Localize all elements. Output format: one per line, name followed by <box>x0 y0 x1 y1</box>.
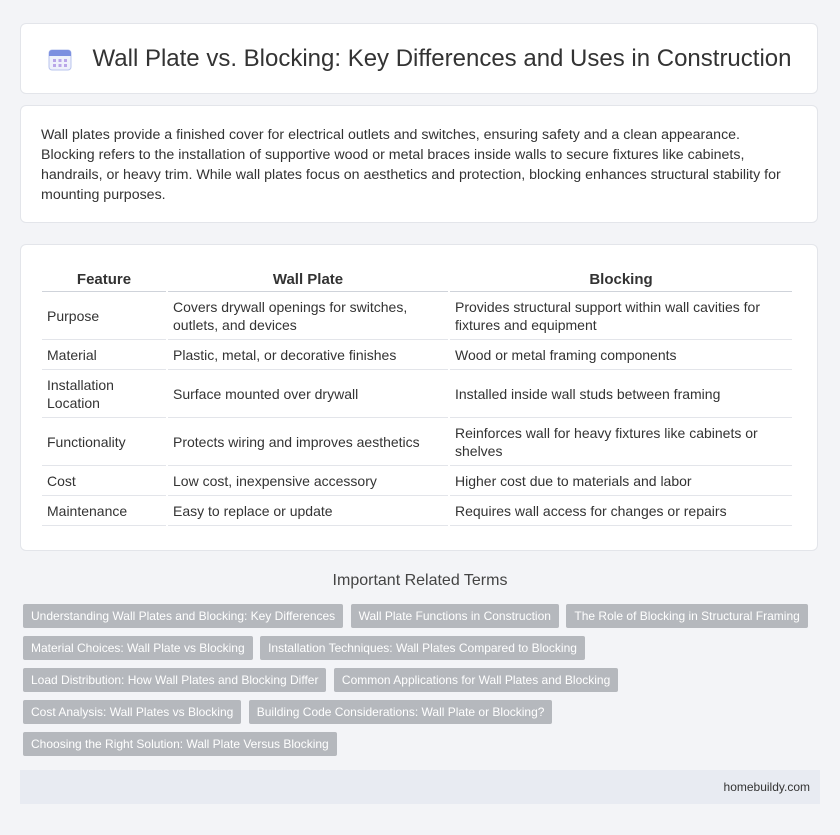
table-cell: Installation Location <box>42 370 166 418</box>
related-term-tag[interactable]: Load Distribution: How Wall Plates and Blocking Differ <box>23 668 326 692</box>
related-term-tag[interactable]: Building Code Considerations: Wall Plate or Blocking? <box>249 700 553 724</box>
related-terms-list <box>23 604 823 764</box>
related-term-tag[interactable]: The Role of Blocking in Structural Framing <box>566 604 807 628</box>
table-cell: Easy to replace or update <box>168 496 448 526</box>
table-row <box>42 418 792 466</box>
table-cell: Maintenance <box>42 496 166 526</box>
page-footer <box>20 770 820 804</box>
table-header-row <box>42 265 792 292</box>
table-cell: Provides structural support within wall cavities for fixtures and equipment <box>450 292 792 340</box>
table-cell: Covers drywall openings for switches, outlets, and devices <box>168 292 448 340</box>
table-cell: Reinforces wall for heavy fixtures like cabinets or shelves <box>450 418 792 466</box>
table-row <box>42 496 792 526</box>
comparison-table <box>40 265 794 526</box>
table-cell: Cost <box>42 466 166 496</box>
intro-paragraph <box>20 105 818 223</box>
table-cell: Low cost, inexpensive accessory <box>168 466 448 496</box>
column-header: Feature <box>42 265 166 292</box>
calendar-icon <box>47 46 73 72</box>
table-cell: Higher cost due to materials and labor <box>450 466 792 496</box>
related-term-tag[interactable]: Installation Techniques: Wall Plates Compared to Blocking <box>260 636 585 660</box>
table-row <box>42 292 792 340</box>
table-cell: Installed inside wall studs between framing <box>450 370 792 418</box>
comparison-table-card <box>20 244 818 551</box>
column-header: Wall Plate <box>168 265 448 292</box>
related-term-tag[interactable]: Wall Plate Functions in Construction <box>351 604 559 628</box>
table-cell: Plastic, metal, or decorative finishes <box>168 340 448 370</box>
related-term-tag[interactable]: Material Choices: Wall Plate vs Blocking <box>23 636 253 660</box>
table-cell: Protects wiring and improves aesthetics <box>168 418 448 466</box>
table-row <box>42 466 792 496</box>
table-row <box>42 370 792 418</box>
table-row <box>42 340 792 370</box>
table-cell: Purpose <box>42 292 166 340</box>
related-term-tag[interactable]: Cost Analysis: Wall Plates vs Blocking <box>23 700 241 724</box>
table-cell: Surface mounted over drywall <box>168 370 448 418</box>
table-cell: Functionality <box>42 418 166 466</box>
page-header <box>20 23 818 94</box>
related-terms-title: Important Related Terms <box>332 572 508 589</box>
related-term-tag[interactable]: Choosing the Right Solution: Wall Plate Versus Blocking <box>23 732 337 756</box>
related-term-tag[interactable]: Understanding Wall Plates and Blocking: Key Differences <box>23 604 343 628</box>
table-cell: Wood or metal framing components <box>450 340 792 370</box>
column-header: Blocking <box>450 265 792 292</box>
related-term-tag[interactable]: Common Applications for Wall Plates and Blocking <box>334 668 618 692</box>
table-cell: Requires wall access for changes or repairs <box>450 496 792 526</box>
footer-site-name[interactable]: homebuildy.com <box>723 780 810 794</box>
table-cell: Material <box>42 340 166 370</box>
page-title: Wall Plate vs. Blocking: Key Differences and Uses in Construction <box>92 44 792 72</box>
intro-text: Wall plates provide a finished cover for electrical outlets and switches, ensuring safety and a clean appearance. Blocking refers to the installation of supportive wood or metal braces inside walls to secure fixtures like cabinets, handrails, or heavy trim. While wall plates focus on aesthetics and protection, blocking enhances structural stability for mounting purposes. <box>41 127 781 203</box>
